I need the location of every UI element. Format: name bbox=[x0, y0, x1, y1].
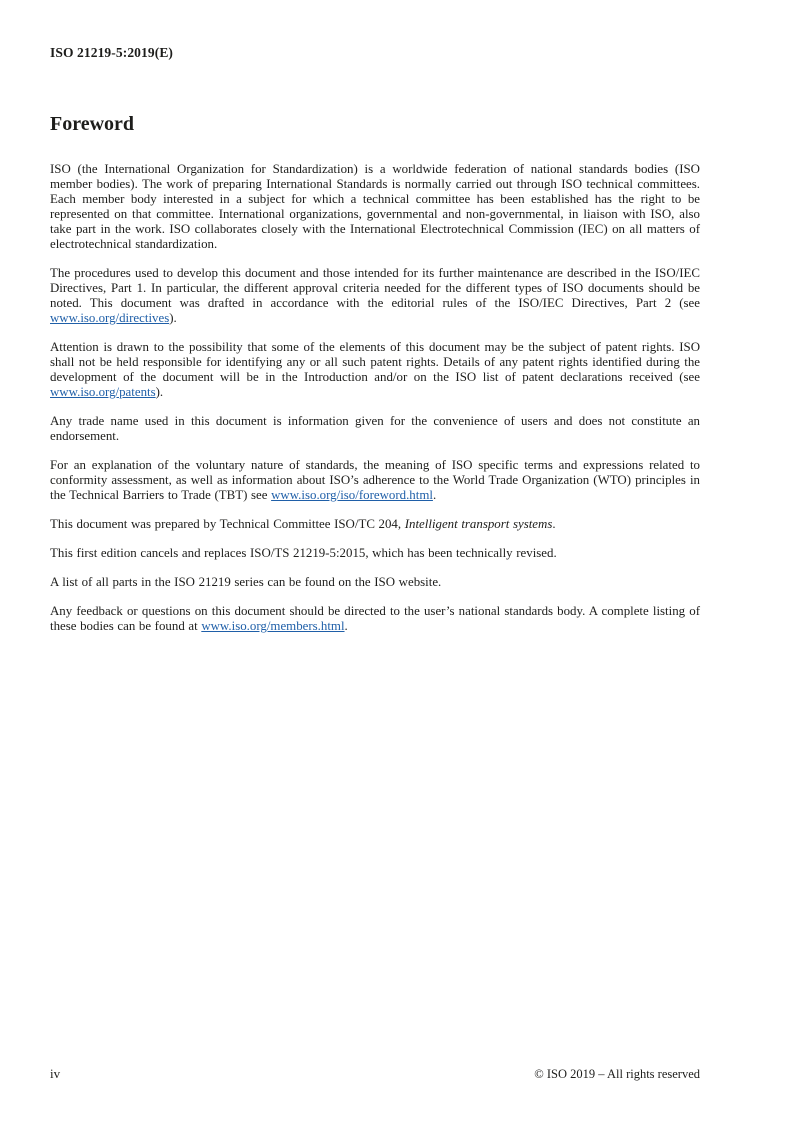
copyright-notice: © ISO 2019 – All rights reserved bbox=[534, 1067, 700, 1081]
paragraph bbox=[50, 575, 700, 590]
text-run: This document was prepared by Technical Committee ISO/TC 204, bbox=[50, 517, 405, 531]
foreword-body bbox=[50, 162, 700, 634]
paragraph bbox=[50, 517, 700, 532]
paragraph bbox=[50, 546, 700, 561]
section-title: Foreword bbox=[50, 113, 135, 135]
text-run: . bbox=[552, 517, 556, 531]
page-number: iv bbox=[50, 1066, 61, 1081]
text-run: ). bbox=[155, 385, 164, 399]
hyperlink[interactable]: www.iso.org/patents bbox=[50, 385, 156, 399]
paragraph bbox=[50, 414, 700, 444]
hyperlink[interactable]: www.iso.org/iso/foreword.html bbox=[271, 488, 433, 502]
paragraph bbox=[50, 458, 700, 503]
text-run: This first edition cancels and replaces ISO/TS 21219-5:2015, which has been technically revised. bbox=[50, 546, 557, 560]
paragraph bbox=[50, 266, 700, 326]
text-run: Attention is drawn to the possibility that some of the elements of this document may be the subject of patent rights. ISO shall not be held responsible for identifying any or all such patent rights. Details of any patent rights identified during the development of the document will be in the Introduction and/or on the ISO list of patent declarations received (see bbox=[50, 340, 700, 384]
text-run: . bbox=[432, 488, 437, 502]
italic-text: Intelligent transport systems bbox=[404, 517, 553, 531]
hyperlink[interactable]: www.iso.org/members.html bbox=[201, 619, 345, 633]
text-run: For an explanation of the voluntary nature of standards, the meaning of ISO specific terms and expressions related to conformity assessment, as well as information about ISO’s adherence to the World Trade Organization (WTO) principles in the Technical Barriers to Trade (TBT) see bbox=[50, 458, 700, 502]
text-run: . bbox=[344, 619, 348, 633]
text-run: ). bbox=[169, 311, 177, 325]
paragraph bbox=[50, 604, 700, 634]
page-footer bbox=[50, 1066, 700, 1082]
text-run: Any feedback or questions on this document should be directed to the user’s national standards body. A complete listing of these bodies can be found at bbox=[50, 604, 700, 633]
running-header bbox=[50, 45, 700, 61]
text-run: A list of all parts in the ISO 21219 series can be found on the ISO website. bbox=[50, 575, 442, 589]
paragraph bbox=[50, 340, 700, 400]
text-run: ISO (the International Organization for Standardization) is a worldwide federation of national standards bodies (ISO member bodies). The work of preparing International Standards is normally carried out through ISO technical committees. Each member body interested in a subject for which a technical committee has been established has the right to be represented on that committee. International organizations, governmental and non-governmental, in liaison with ISO, also take part in the work. ISO collaborates closely with the International Electrotechnical Commission (IEC) on all matters of electrotechnical standardization. bbox=[50, 162, 700, 251]
document-id: ISO 21219-5:2019(E) bbox=[50, 45, 174, 60]
text-run: The procedures used to develop this document and those intended for its further maintenance are described in the ISO/IEC Directives, Part 1. In particular, the different approval criteria needed for the different types of ISO documents should be noted. This document was drafted in accordance with the editorial rules of the ISO/IEC Directives, Part 2 (see bbox=[50, 266, 700, 310]
hyperlink[interactable]: www.iso.org/directives bbox=[50, 311, 170, 325]
paragraph bbox=[50, 162, 700, 252]
text-run: Any trade name used in this document is information given for the convenience of users and does not constitute an endorsement. bbox=[50, 414, 700, 443]
